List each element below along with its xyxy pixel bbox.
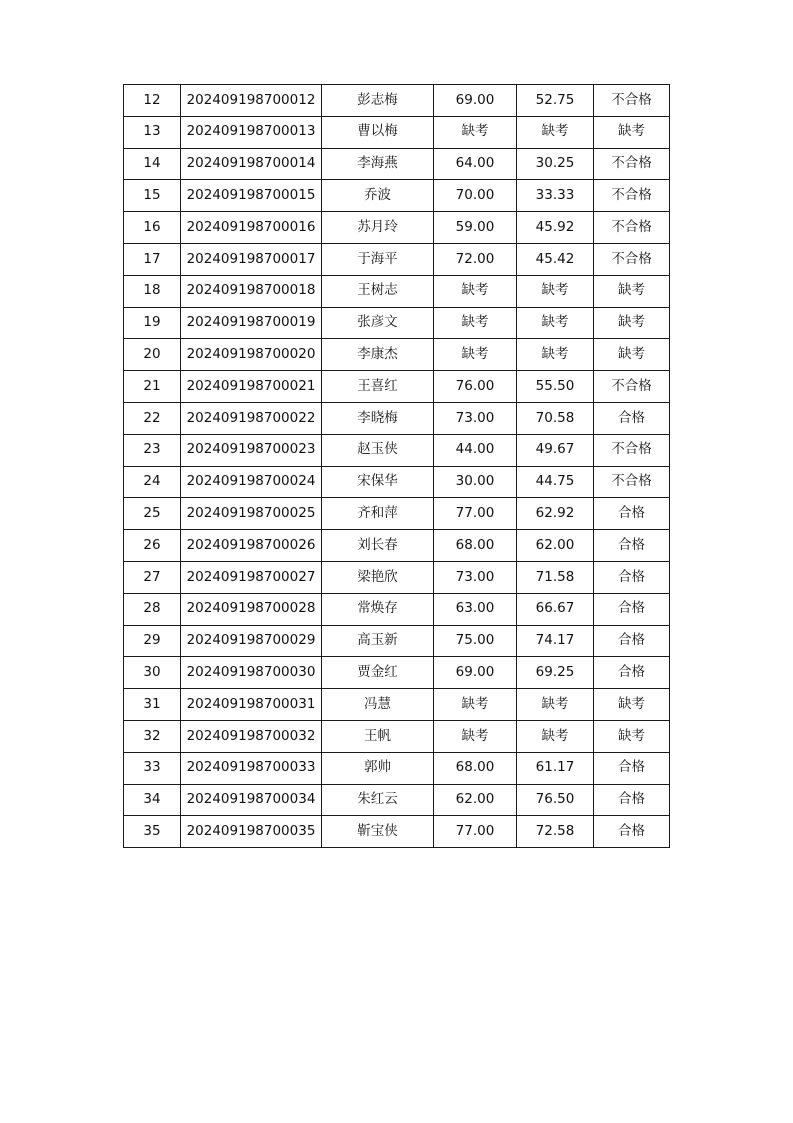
score2-cell: 52.75: [517, 85, 594, 117]
score2-cell: 缺考: [517, 339, 594, 371]
name-cell: 李海燕: [322, 148, 434, 180]
exam-id-cell: 202409198700033: [181, 752, 322, 784]
score1-cell: 73.00: [434, 402, 517, 434]
score2-cell: 45.42: [517, 243, 594, 275]
score1-cell: 缺考: [434, 720, 517, 752]
score2-cell: 缺考: [517, 116, 594, 148]
row-number-cell: 18: [124, 275, 181, 307]
name-cell: 张彦文: [322, 307, 434, 339]
result-cell: 缺考: [594, 689, 670, 721]
score2-cell: 44.75: [517, 466, 594, 498]
table-row: [124, 434, 670, 466]
name-cell: 王树志: [322, 275, 434, 307]
score2-cell: 66.67: [517, 593, 594, 625]
row-number-cell: 28: [124, 593, 181, 625]
table-row: [124, 85, 670, 117]
score1-cell: 缺考: [434, 275, 517, 307]
exam-id-cell: 202409198700017: [181, 243, 322, 275]
table-row: [124, 371, 670, 403]
table-row: [124, 625, 670, 657]
score1-cell: 62.00: [434, 784, 517, 816]
exam-id-cell: 202409198700016: [181, 212, 322, 244]
exam-id-cell: 202409198700018: [181, 275, 322, 307]
score1-cell: 68.00: [434, 752, 517, 784]
score1-cell: 75.00: [434, 625, 517, 657]
exam-id-cell: 202409198700026: [181, 530, 322, 562]
name-cell: 李康杰: [322, 339, 434, 371]
exam-id-cell: 202409198700021: [181, 371, 322, 403]
score2-cell: 缺考: [517, 689, 594, 721]
exam-id-cell: 202409198700023: [181, 434, 322, 466]
exam-id-cell: 202409198700024: [181, 466, 322, 498]
result-cell: 合格: [594, 784, 670, 816]
result-cell: 缺考: [594, 275, 670, 307]
name-cell: 贾金红: [322, 657, 434, 689]
name-cell: 彭志梅: [322, 85, 434, 117]
table-row: [124, 180, 670, 212]
name-cell: 宋保华: [322, 466, 434, 498]
result-cell: 合格: [594, 593, 670, 625]
row-number-cell: 26: [124, 530, 181, 562]
table-row: [124, 593, 670, 625]
exam-id-cell: 202409198700015: [181, 180, 322, 212]
score2-cell: 30.25: [517, 148, 594, 180]
score1-cell: 30.00: [434, 466, 517, 498]
table-row: [124, 212, 670, 244]
score2-cell: 45.92: [517, 212, 594, 244]
exam-id-cell: 202409198700032: [181, 720, 322, 752]
row-number-cell: 19: [124, 307, 181, 339]
result-cell: 不合格: [594, 212, 670, 244]
table-row: [124, 466, 670, 498]
table-row: [124, 720, 670, 752]
exam-id-cell: 202409198700020: [181, 339, 322, 371]
result-cell: 合格: [594, 402, 670, 434]
name-cell: 齐和萍: [322, 498, 434, 530]
score2-cell: 缺考: [517, 720, 594, 752]
row-number-cell: 25: [124, 498, 181, 530]
name-cell: 梁艳欣: [322, 561, 434, 593]
table-row: [124, 752, 670, 784]
result-cell: 缺考: [594, 720, 670, 752]
result-cell: 不合格: [594, 371, 670, 403]
score1-cell: 70.00: [434, 180, 517, 212]
score2-cell: 76.50: [517, 784, 594, 816]
name-cell: 曹以梅: [322, 116, 434, 148]
table-row: [124, 275, 670, 307]
result-cell: 不合格: [594, 148, 670, 180]
result-cell: 合格: [594, 816, 670, 848]
row-number-cell: 17: [124, 243, 181, 275]
name-cell: 朱红云: [322, 784, 434, 816]
name-cell: 常焕存: [322, 593, 434, 625]
score1-cell: 缺考: [434, 689, 517, 721]
score2-cell: 62.00: [517, 530, 594, 562]
row-number-cell: 29: [124, 625, 181, 657]
name-cell: 苏月玲: [322, 212, 434, 244]
score2-cell: 61.17: [517, 752, 594, 784]
row-number-cell: 20: [124, 339, 181, 371]
table-row: [124, 402, 670, 434]
row-number-cell: 13: [124, 116, 181, 148]
result-cell: 不合格: [594, 243, 670, 275]
row-number-cell: 24: [124, 466, 181, 498]
result-cell: 合格: [594, 625, 670, 657]
exam-id-cell: 202409198700034: [181, 784, 322, 816]
result-cell: 不合格: [594, 434, 670, 466]
score1-cell: 缺考: [434, 116, 517, 148]
row-number-cell: 14: [124, 148, 181, 180]
row-number-cell: 34: [124, 784, 181, 816]
row-number-cell: 31: [124, 689, 181, 721]
exam-id-cell: 202409198700014: [181, 148, 322, 180]
exam-id-cell: 202409198700019: [181, 307, 322, 339]
table-row: [124, 116, 670, 148]
name-cell: 于海平: [322, 243, 434, 275]
score1-cell: 76.00: [434, 371, 517, 403]
score2-cell: 33.33: [517, 180, 594, 212]
score2-cell: 62.92: [517, 498, 594, 530]
name-cell: 郭帅: [322, 752, 434, 784]
result-cell: 合格: [594, 657, 670, 689]
result-cell: 不合格: [594, 85, 670, 117]
score2-cell: 72.58: [517, 816, 594, 848]
score1-cell: 77.00: [434, 816, 517, 848]
table-row: [124, 498, 670, 530]
row-number-cell: 15: [124, 180, 181, 212]
name-cell: 靳宝侠: [322, 816, 434, 848]
results-table: [123, 84, 670, 848]
name-cell: 李晓梅: [322, 402, 434, 434]
name-cell: 刘长春: [322, 530, 434, 562]
table-row: [124, 784, 670, 816]
exam-id-cell: 202409198700013: [181, 116, 322, 148]
exam-id-cell: 202409198700027: [181, 561, 322, 593]
result-cell: 缺考: [594, 116, 670, 148]
result-cell: 合格: [594, 561, 670, 593]
table-row: [124, 307, 670, 339]
exam-id-cell: 202409198700028: [181, 593, 322, 625]
name-cell: 冯慧: [322, 689, 434, 721]
exam-id-cell: 202409198700012: [181, 85, 322, 117]
score1-cell: 63.00: [434, 593, 517, 625]
result-cell: 缺考: [594, 307, 670, 339]
row-number-cell: 32: [124, 720, 181, 752]
score2-cell: 69.25: [517, 657, 594, 689]
row-number-cell: 16: [124, 212, 181, 244]
table-row: [124, 148, 670, 180]
result-cell: 不合格: [594, 180, 670, 212]
result-cell: 合格: [594, 498, 670, 530]
score1-cell: 69.00: [434, 657, 517, 689]
score1-cell: 72.00: [434, 243, 517, 275]
result-cell: 不合格: [594, 466, 670, 498]
results-table-body: [124, 85, 670, 848]
row-number-cell: 30: [124, 657, 181, 689]
score1-cell: 缺考: [434, 339, 517, 371]
score1-cell: 69.00: [434, 85, 517, 117]
score1-cell: 73.00: [434, 561, 517, 593]
score2-cell: 71.58: [517, 561, 594, 593]
exam-id-cell: 202409198700031: [181, 689, 322, 721]
score1-cell: 64.00: [434, 148, 517, 180]
row-number-cell: 12: [124, 85, 181, 117]
score2-cell: 缺考: [517, 275, 594, 307]
table-row: [124, 657, 670, 689]
exam-id-cell: 202409198700029: [181, 625, 322, 657]
score2-cell: 49.67: [517, 434, 594, 466]
score1-cell: 68.00: [434, 530, 517, 562]
score1-cell: 59.00: [434, 212, 517, 244]
exam-id-cell: 202409198700030: [181, 657, 322, 689]
table-row: [124, 339, 670, 371]
table-row: [124, 561, 670, 593]
result-cell: 缺考: [594, 339, 670, 371]
score2-cell: 55.50: [517, 371, 594, 403]
score1-cell: 77.00: [434, 498, 517, 530]
exam-id-cell: 202409198700022: [181, 402, 322, 434]
score1-cell: 缺考: [434, 307, 517, 339]
result-cell: 合格: [594, 530, 670, 562]
score2-cell: 70.58: [517, 402, 594, 434]
score2-cell: 缺考: [517, 307, 594, 339]
row-number-cell: 35: [124, 816, 181, 848]
table-row: [124, 243, 670, 275]
name-cell: 高玉新: [322, 625, 434, 657]
name-cell: 王喜红: [322, 371, 434, 403]
score1-cell: 44.00: [434, 434, 517, 466]
exam-id-cell: 202409198700025: [181, 498, 322, 530]
name-cell: 王帆: [322, 720, 434, 752]
table-row: [124, 816, 670, 848]
row-number-cell: 33: [124, 752, 181, 784]
row-number-cell: 22: [124, 402, 181, 434]
score2-cell: 74.17: [517, 625, 594, 657]
row-number-cell: 21: [124, 371, 181, 403]
table-row: [124, 689, 670, 721]
name-cell: 赵玉侠: [322, 434, 434, 466]
row-number-cell: 23: [124, 434, 181, 466]
name-cell: 乔波: [322, 180, 434, 212]
row-number-cell: 27: [124, 561, 181, 593]
table-row: [124, 530, 670, 562]
result-cell: 合格: [594, 752, 670, 784]
exam-id-cell: 202409198700035: [181, 816, 322, 848]
